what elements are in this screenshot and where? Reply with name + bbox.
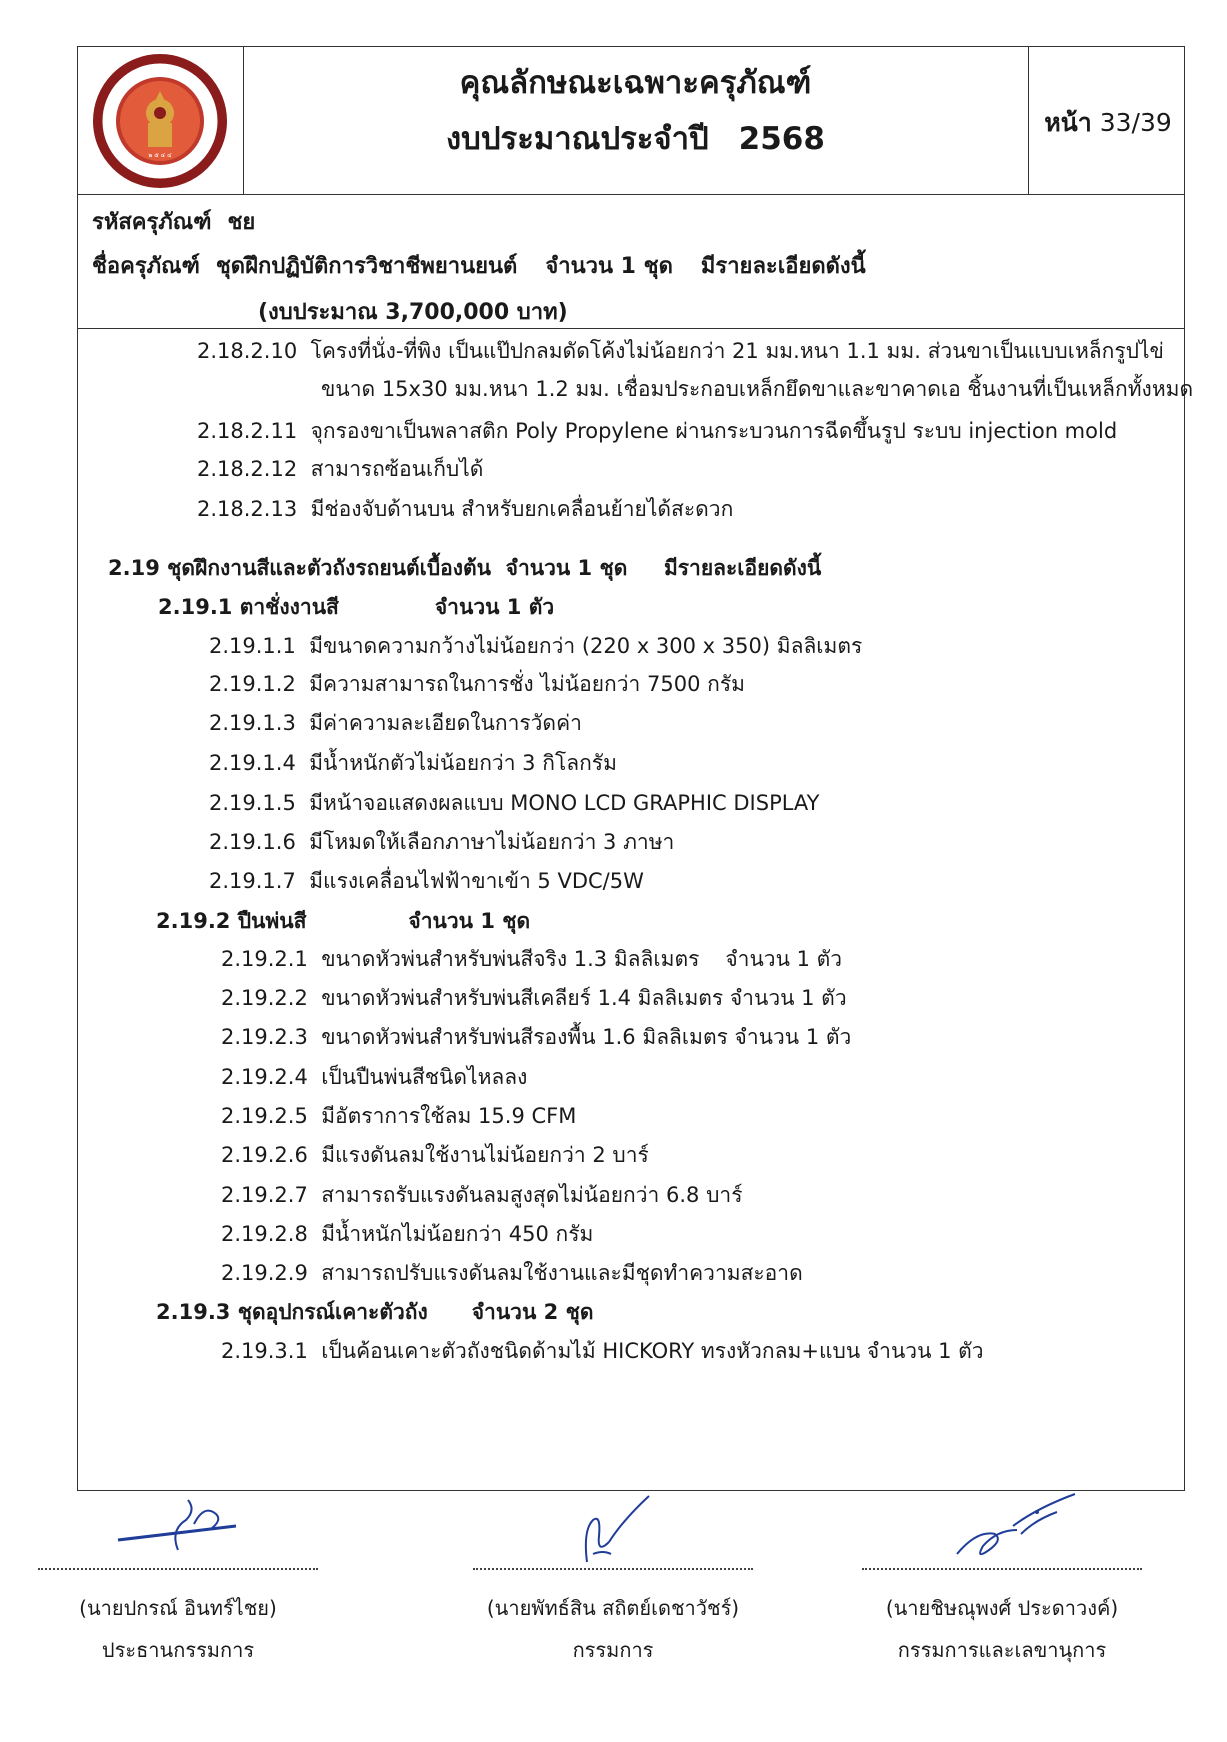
subsection-heading bbox=[158, 592, 554, 622]
handwritten-signature bbox=[553, 1490, 673, 1568]
equipment-qty: จำนวน 1 ชุด bbox=[545, 254, 673, 279]
logo-cell bbox=[78, 47, 244, 194]
spec-line bbox=[221, 1101, 576, 1131]
page-number bbox=[1029, 103, 1187, 143]
item-text: มีน้ำหนักตัวไม่น้อยกว่า 3 กิโลกรัม bbox=[309, 751, 617, 775]
spec-line bbox=[221, 944, 842, 974]
item-text: สามารถรับแรงดันลมสูงสุดไม่น้อยกว่า 6.8 บาร์ bbox=[321, 1183, 743, 1207]
item-text: ขนาดหัวพ่นสำหรับพ่นสีเคลียร์ 1.4 มิลลิเมตร จำนวน 1 ตัว bbox=[321, 986, 847, 1010]
spec-line bbox=[221, 983, 847, 1013]
subsection-number: 2.19.2 bbox=[156, 909, 231, 933]
spec-content bbox=[78, 328, 1194, 1492]
item-number: 2.19.2.4 bbox=[221, 1065, 308, 1089]
subsection-title: ตาชั่งงานสี bbox=[239, 595, 339, 619]
spec-line bbox=[221, 1140, 649, 1170]
item-number: 2.19.2.2 bbox=[221, 986, 308, 1010]
spec-line bbox=[209, 827, 674, 857]
subsection-qty: จำนวน 1 ชุด bbox=[408, 909, 531, 933]
item-number: 2.19.2.1 bbox=[221, 947, 308, 971]
signatory-role: กรรมการและเลขานุการ bbox=[897, 1638, 1107, 1662]
equipment-name-value: ชุดฝึกปฏิบัติการวิชาชีพยานยนต์ bbox=[215, 254, 518, 279]
item-number: 2.19.1.4 bbox=[209, 751, 296, 775]
spec-line bbox=[221, 1062, 527, 1092]
page-label: หน้า bbox=[1044, 108, 1092, 137]
section-detail: มีรายละเอียดดังนี้ bbox=[663, 556, 822, 580]
item-number: 2.19.1.3 bbox=[209, 711, 296, 735]
equipment-detail: มีรายละเอียดดังนี้ bbox=[700, 254, 866, 279]
spec-line bbox=[221, 1219, 593, 1249]
item-text: มีขนาดความกว้างไม่น้อยกว่า (220 x 300 x 350) มิลลิเมตร bbox=[309, 634, 863, 658]
equipment-name-row bbox=[92, 248, 866, 283]
budget-year-label: งบประมาณประจำปี bbox=[446, 121, 709, 157]
item-text: มีอัตราการใช้ลม 15.9 CFM bbox=[321, 1104, 577, 1128]
subsection-heading bbox=[156, 906, 530, 936]
signatory-role: กรรมการ bbox=[572, 1638, 654, 1662]
spec-line bbox=[209, 631, 862, 661]
item-text: เป็นค้อนเคาะตัวถังชนิดด้ามไม้ HICKORY ทรงหัวกลม+แบน จำนวน 1 ตัว bbox=[321, 1339, 984, 1363]
spec-line bbox=[209, 669, 745, 699]
item-text: มีค่าความละเอียดในการวัดค่า bbox=[309, 711, 582, 735]
item-number: 2.19.1.5 bbox=[209, 791, 296, 815]
spec-line bbox=[197, 416, 1117, 446]
spec-line bbox=[209, 708, 582, 738]
subsection-number: 2.19.1 bbox=[158, 595, 233, 619]
signatory-name: (นายปกรณ์ อินทร์ไชย) bbox=[79, 1596, 277, 1620]
equipment-name-label: ชื่อครุภัณฑ์ bbox=[92, 254, 200, 279]
item-number: 2.19.2.9 bbox=[221, 1261, 308, 1285]
item-text: เป็นปืนพ่นสีชนิดไหลลง bbox=[321, 1065, 528, 1089]
signatory-name: (นายชิษณุพงศ์ ประดาวงค์) bbox=[885, 1596, 1119, 1620]
item-number: 2.19.1.6 bbox=[209, 830, 296, 854]
header bbox=[78, 47, 1184, 195]
equipment-meta bbox=[78, 194, 1184, 329]
item-text: โครงที่นั่ง-ที่พิง เป็นแป๊ปกลมดัดโค้งไม่น้อยกว่า 21 มม.หนา 1.1 มม. ส่วนขาเป็นแบบเหล็กรูปไข่ bbox=[310, 339, 1164, 363]
item-number: 2.19.3.1 bbox=[221, 1339, 308, 1363]
item-number: 2.18.2.10 bbox=[197, 339, 298, 363]
signatory-role: ประธานกรรมการ bbox=[101, 1638, 255, 1662]
item-number: 2.18.2.12 bbox=[197, 457, 298, 481]
equipment-budget: (งบประมาณ 3,700,000 บาท) bbox=[258, 300, 568, 325]
spec-line bbox=[221, 1022, 851, 1052]
signatory-name: (นายพัทธ์สิน สถิตย์เดชาวัชร์) bbox=[486, 1596, 740, 1620]
spec-line bbox=[209, 788, 819, 818]
item-number: 2.19.1.7 bbox=[209, 869, 296, 893]
item-number: 2.19.1.1 bbox=[209, 634, 296, 658]
item-text: มีโหมดให้เลือกภาษาไม่น้อยกว่า 3 ภาษา bbox=[309, 830, 675, 854]
subsection-title: ปืนพ่นสี bbox=[237, 909, 307, 933]
title-cell bbox=[243, 47, 1028, 194]
item-text: มีช่องจับด้านบน สำหรับยกเคลื่อนย้ายได้สะดวก bbox=[310, 497, 734, 521]
subsection-qty: จำนวน 1 ตัว bbox=[434, 595, 555, 619]
item-text: มีความสามารถในการชั่ง ไม่น้อยกว่า 7500 กรัม bbox=[309, 672, 745, 696]
item-number: 2.18.2.13 bbox=[197, 497, 298, 521]
spec-line bbox=[209, 866, 644, 896]
signature-block-chair bbox=[8, 1490, 348, 1666]
item-text: สามารถปรับแรงดันลมใช้งานและมีชุดทำความสะอาด bbox=[321, 1261, 803, 1285]
spec-line bbox=[221, 1258, 803, 1288]
equipment-code-label: รหัสครุภัณฑ์ bbox=[92, 210, 212, 235]
svg-text:๒ ๕ ๔ ๔: ๒ ๕ ๔ ๔ bbox=[148, 152, 172, 159]
item-text: ขนาดหัวพ่นสำหรับพ่นสีจริง 1.3 มิลลิเมตร bbox=[321, 947, 700, 971]
section-qty: จำนวน 1 ชุด bbox=[505, 556, 628, 580]
item-number: 2.19.2.6 bbox=[221, 1143, 308, 1167]
spec-line: ขนาด 15x30 มม.หนา 1.2 มม. เชื่อมประกอบเหล็กยึดขาและขาคาดเอ ชิ้นงานที่เป็นเหล็กทั้งหมด bbox=[321, 377, 1194, 401]
item-text: มีแรงเคลื่อนไฟฟ้าขาเข้า 5 VDC/5W bbox=[309, 869, 644, 893]
subsection-number: 2.19.3 bbox=[156, 1300, 231, 1324]
equipment-code-row bbox=[92, 204, 255, 239]
subsection-title: ชุดอุปกรณ์เคาะตัวถัง bbox=[237, 1300, 428, 1324]
spec-line bbox=[197, 336, 1164, 366]
item-number: 2.19.2.3 bbox=[221, 1025, 308, 1049]
section-title: ชุดฝึกงานสีและตัวถังรถยนต์เบื้องต้น bbox=[167, 556, 492, 580]
item-number: 2.19.1.2 bbox=[209, 672, 296, 696]
spec-line bbox=[209, 748, 617, 778]
item-text: จุกรองขาเป็นพลาสติก Poly Propylene ผ่านกระบวนการฉีดขึ้นรูป ระบบ injection mold bbox=[310, 419, 1118, 443]
page-value: 33/39 bbox=[1099, 108, 1172, 137]
item-qty: จำนวน 1 ตัว bbox=[725, 947, 843, 971]
section-heading bbox=[108, 553, 821, 583]
spec-line bbox=[197, 454, 483, 484]
signature-block-secretary bbox=[832, 1490, 1172, 1666]
handwritten-signature bbox=[917, 1490, 1087, 1568]
document-title: คุณลักษณะเฉพาะครุภัณฑ์ bbox=[459, 65, 812, 101]
vec-seal-logo bbox=[90, 51, 230, 191]
page-number-cell bbox=[1028, 47, 1187, 194]
item-number: 2.19.2.7 bbox=[221, 1183, 308, 1207]
item-number: 2.18.2.11 bbox=[197, 419, 298, 443]
budget-year: 2568 bbox=[738, 121, 825, 157]
handwritten-signature bbox=[108, 1490, 248, 1560]
item-number: 2.19.2.8 bbox=[221, 1222, 308, 1246]
spec-line bbox=[221, 1336, 984, 1366]
equipment-code-value: ชย bbox=[227, 210, 256, 235]
subsection-heading bbox=[156, 1297, 593, 1327]
item-text: ขนาดหัวพ่นสำหรับพ่นสีรองพื้น 1.6 มิลลิเมตร จำนวน 1 ตัว bbox=[321, 1025, 852, 1049]
item-text: สามารถซ้อนเก็บได้ bbox=[310, 457, 484, 481]
section-number: 2.19 bbox=[108, 556, 160, 580]
item-text: มีแรงดันลมใช้งานไม่น้อยกว่า 2 บาร์ bbox=[321, 1143, 649, 1167]
subsection-qty: จำนวน 2 ชุด bbox=[471, 1300, 594, 1324]
signature-block-member bbox=[443, 1490, 783, 1666]
item-number: 2.19.2.5 bbox=[221, 1104, 308, 1128]
spec-line bbox=[221, 1180, 742, 1210]
document-frame bbox=[77, 46, 1194, 1491]
item-text: มีน้ำหนักไม่น้อยกว่า 450 กรัม bbox=[321, 1222, 594, 1246]
item-text: มีหน้าจอแสดงผลแบบ MONO LCD GRAPHIC DISPLAY bbox=[309, 791, 820, 815]
budget-year-title bbox=[243, 113, 1028, 163]
spec-line bbox=[197, 494, 733, 524]
